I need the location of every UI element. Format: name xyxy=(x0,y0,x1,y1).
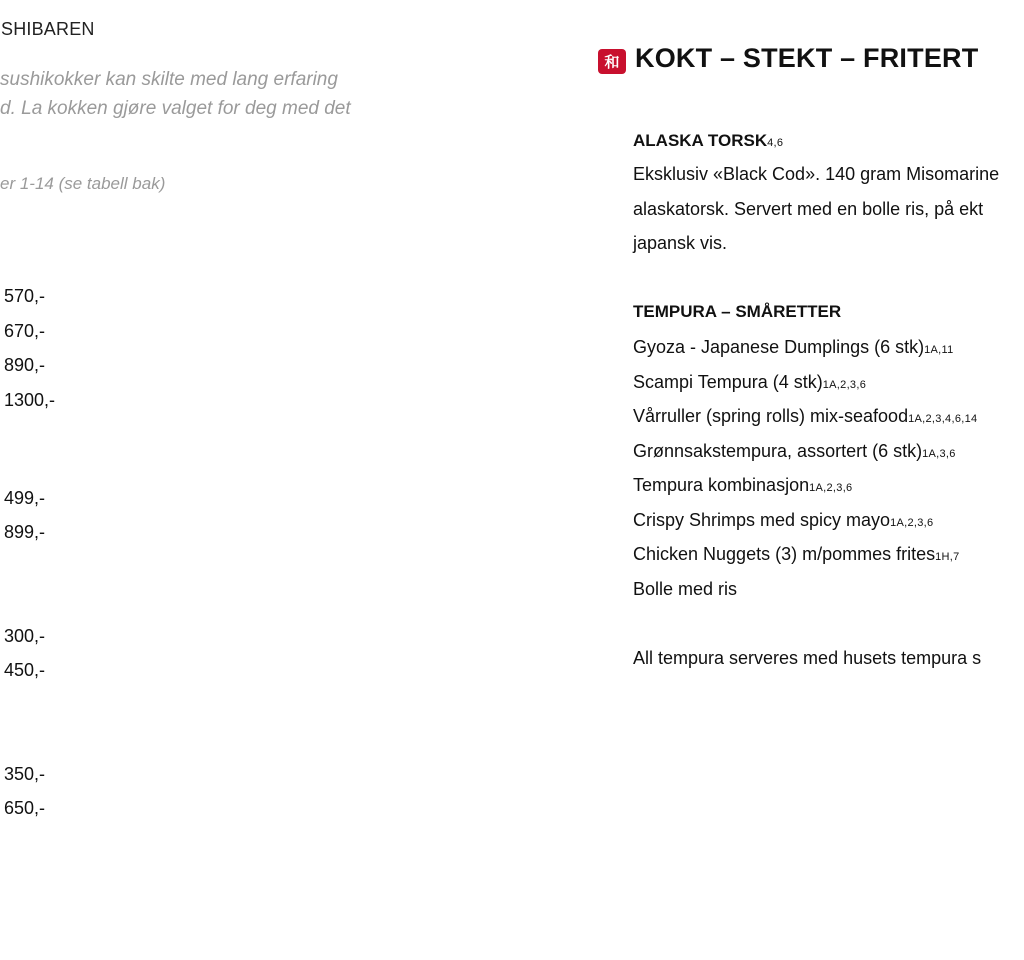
allergen-codes: 1A,11 xyxy=(924,344,954,356)
tempura-title: TEMPURA – SMÅRETTER xyxy=(633,302,842,321)
section-title: KOKT – STEKT – FRITERT xyxy=(635,43,979,73)
alaska-desc-line-1: Eksklusiv «Black Cod». 140 gram Misomarine xyxy=(633,164,1000,184)
allergen-note: er 1-14 (se tabell bak) xyxy=(0,174,166,193)
menu-item-name: Vårruller (spring rolls) mix-seafood xyxy=(633,406,909,426)
price-8: 450,- xyxy=(4,660,46,680)
menu-item xyxy=(633,544,960,565)
allergen-codes: 1A,2,3,6 xyxy=(822,379,867,391)
alaska-torsk-title-text: ALASKA TORSK xyxy=(633,131,768,150)
allergen-codes: 1A,2,3,4,6,14 xyxy=(908,413,978,425)
price-7: 300,- xyxy=(4,626,46,646)
alaska-desc-line-3: japansk vis. xyxy=(633,233,728,253)
allergen-codes: 1A,3,6 xyxy=(922,448,956,460)
menu-item-name: Tempura kombinasjon xyxy=(633,475,810,495)
menu-item-name: Crispy Shrimps med spicy mayo xyxy=(633,510,891,530)
allergen-codes: 1A,2,3,6 xyxy=(809,482,853,494)
menu-item xyxy=(633,337,954,358)
price-4: 1300,- xyxy=(4,390,56,410)
menu-item xyxy=(633,579,737,600)
price-1: 570,- xyxy=(4,286,46,306)
kanji-wa-icon: 和 xyxy=(598,49,626,74)
menu-item xyxy=(633,510,933,531)
price-5: 499,- xyxy=(4,488,46,508)
menu-item-name: Chicken Nuggets (3) m/pommes frites xyxy=(633,544,936,564)
allergen-codes: 1A,2,3,6 xyxy=(890,517,934,529)
menu-item xyxy=(633,475,852,496)
alaska-desc-line-2: alaskatorsk. Servert med en bolle ris, på ekt xyxy=(633,199,984,219)
price-2: 670,- xyxy=(4,321,46,341)
menu-item xyxy=(633,406,977,427)
allergen-codes: 4,6 xyxy=(767,137,784,149)
menu-item-name: Scampi Tempura (4 stk) xyxy=(633,372,823,392)
intro-text-line-2: d. La kokken gjøre valget for deg med det xyxy=(0,98,351,119)
price-3: 890,- xyxy=(4,355,46,375)
menu-item xyxy=(633,372,866,393)
right-menu-column xyxy=(598,0,1024,960)
menu-item-name: Gyoza - Japanese Dumplings (6 stk) xyxy=(633,337,925,357)
menu-item-name: Grønnsakstempura, assortert (6 stk) xyxy=(633,441,923,461)
intro-text-line-1: sushikokker kan skilte med lang erfaring xyxy=(0,69,338,90)
allergen-codes: 1H,7 xyxy=(935,551,960,563)
section-heading: SHIBAREN xyxy=(1,19,95,39)
alaska-torsk-title xyxy=(633,131,783,151)
price-10: 650,- xyxy=(4,798,46,818)
menu-item xyxy=(633,441,956,462)
menu-item-name: Bolle med ris xyxy=(633,579,738,599)
tempura-footer-note: All tempura serveres med husets tempura s xyxy=(633,648,982,668)
price-9: 350,- xyxy=(4,764,46,784)
price-6: 899,- xyxy=(4,522,46,542)
